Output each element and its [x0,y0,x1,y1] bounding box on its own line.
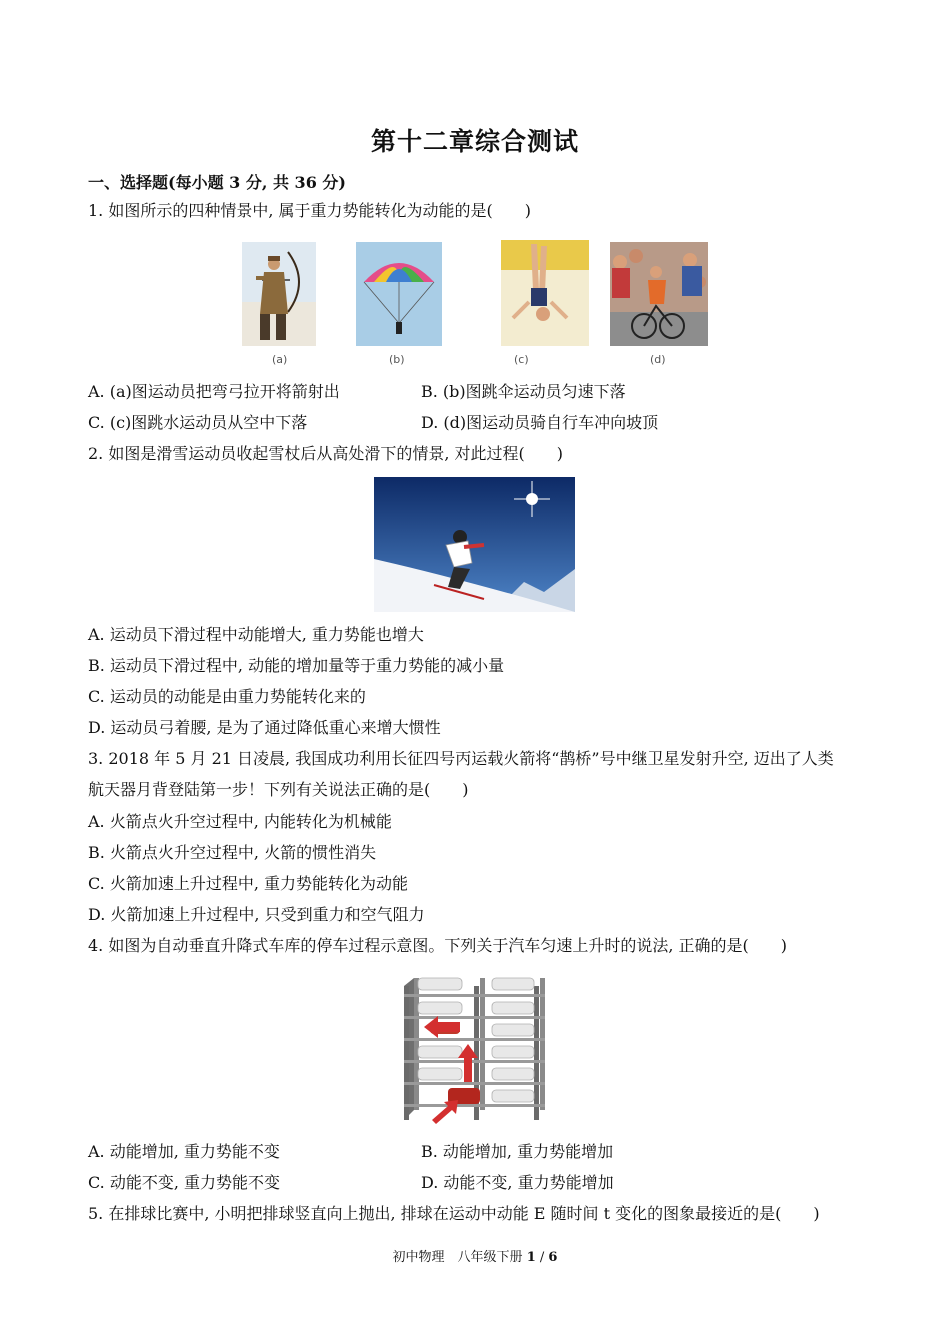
question-3-option-d: D. 火箭加速上升过程中, 只受到重力和空气阻力 [88,905,425,924]
figure-caption-d: (d) [650,353,666,366]
section-heading: 一、选择题(每小题 3 分, 共 36 分) [88,173,346,192]
question-3-stem-line2: 航天器月背登陆第一步！下列有关说法正确的是( ) [88,780,469,799]
page-footer [0,1246,950,1265]
question-2-option-c: C. 运动员的动能是由重力势能转化来的 [88,687,366,706]
footer-total-pages: 6 [548,1250,558,1265]
question-1-option-a: A. (a)图运动员把弯弓拉开将箭射出 [88,382,340,401]
question-4-stem: 4. 如图为自动垂直升降式车库的停车过程示意图。下列关于汽车匀速上升时的说法, 正确的是( ) [88,936,788,955]
question-1-option-d: D. (d)图运动员骑自行车冲向坡顶 [421,413,659,432]
question-2-option-a: A. 运动员下滑过程中动能增大, 重力势能也增大 [88,625,424,644]
footer-subject: 初中物理 八年级下册 [392,1250,523,1265]
question-5-stem: 5. 在排球比赛中, 小明把排球竖直向上抛出, 排球在运动中动能 E 随时间 t 变化的图象最接近的是( ) [88,1204,820,1223]
question-4-option-a: A. 动能增加, 重力势能不变 [88,1142,280,1161]
question-1-option-c: C. (c)图跳水运动员从空中下落 [88,413,308,432]
footer-page-number: 1 [526,1250,536,1265]
page-title: 第十二章综合测试 [370,127,579,156]
question-1-option-b: B. (b)图跳伞运动员匀速下落 [421,382,626,401]
question-4-option-d: D. 动能不变, 重力势能增加 [421,1173,614,1192]
question-4-option-b: B. 动能增加, 重力势能增加 [421,1142,614,1161]
question-2-option-d: D. 运动员弓着腰, 是为了通过降低重心来增大惯性 [88,718,441,737]
footer-separator: / [539,1250,545,1265]
figure-caption-a: (a) [272,353,288,366]
question-2-stem: 2. 如图是滑雪运动员收起雪杖后从高处滑下的情景, 对此过程( ) [88,444,564,463]
figure-skier [374,477,575,612]
figure-caption-b: (b) [389,353,405,366]
question-2-option-b: B. 运动员下滑过程中, 动能的增加量等于重力势能的减小量 [88,656,505,675]
figure-parachute [356,242,442,346]
question-3-option-c: C. 火箭加速上升过程中, 重力势能转化为动能 [88,874,409,893]
question-1-stem: 1. 如图所示的四种情景中, 属于重力势能转化为动能的是( ) [88,201,532,220]
question-4-option-c: C. 动能不变, 重力势能不变 [88,1173,281,1192]
figure-caption-c: (c) [514,353,529,366]
figure-archer [242,242,316,346]
question-3-stem-line1: 3. 2018 年 5 月 21 日凌晨, 我国成功利用长征四号丙运载火箭将“鹊桥”号中继卫星发射升空, 迈出了人类 [88,749,834,768]
figure-cyclist [610,242,708,346]
question-3-option-a: A. 火箭点火升空过程中, 内能转化为机械能 [88,812,392,831]
figure-diver [501,240,589,346]
question-3-option-b: B. 火箭点火升空过程中, 火箭的惯性消失 [88,843,377,862]
figure-parking-garage [398,970,554,1128]
